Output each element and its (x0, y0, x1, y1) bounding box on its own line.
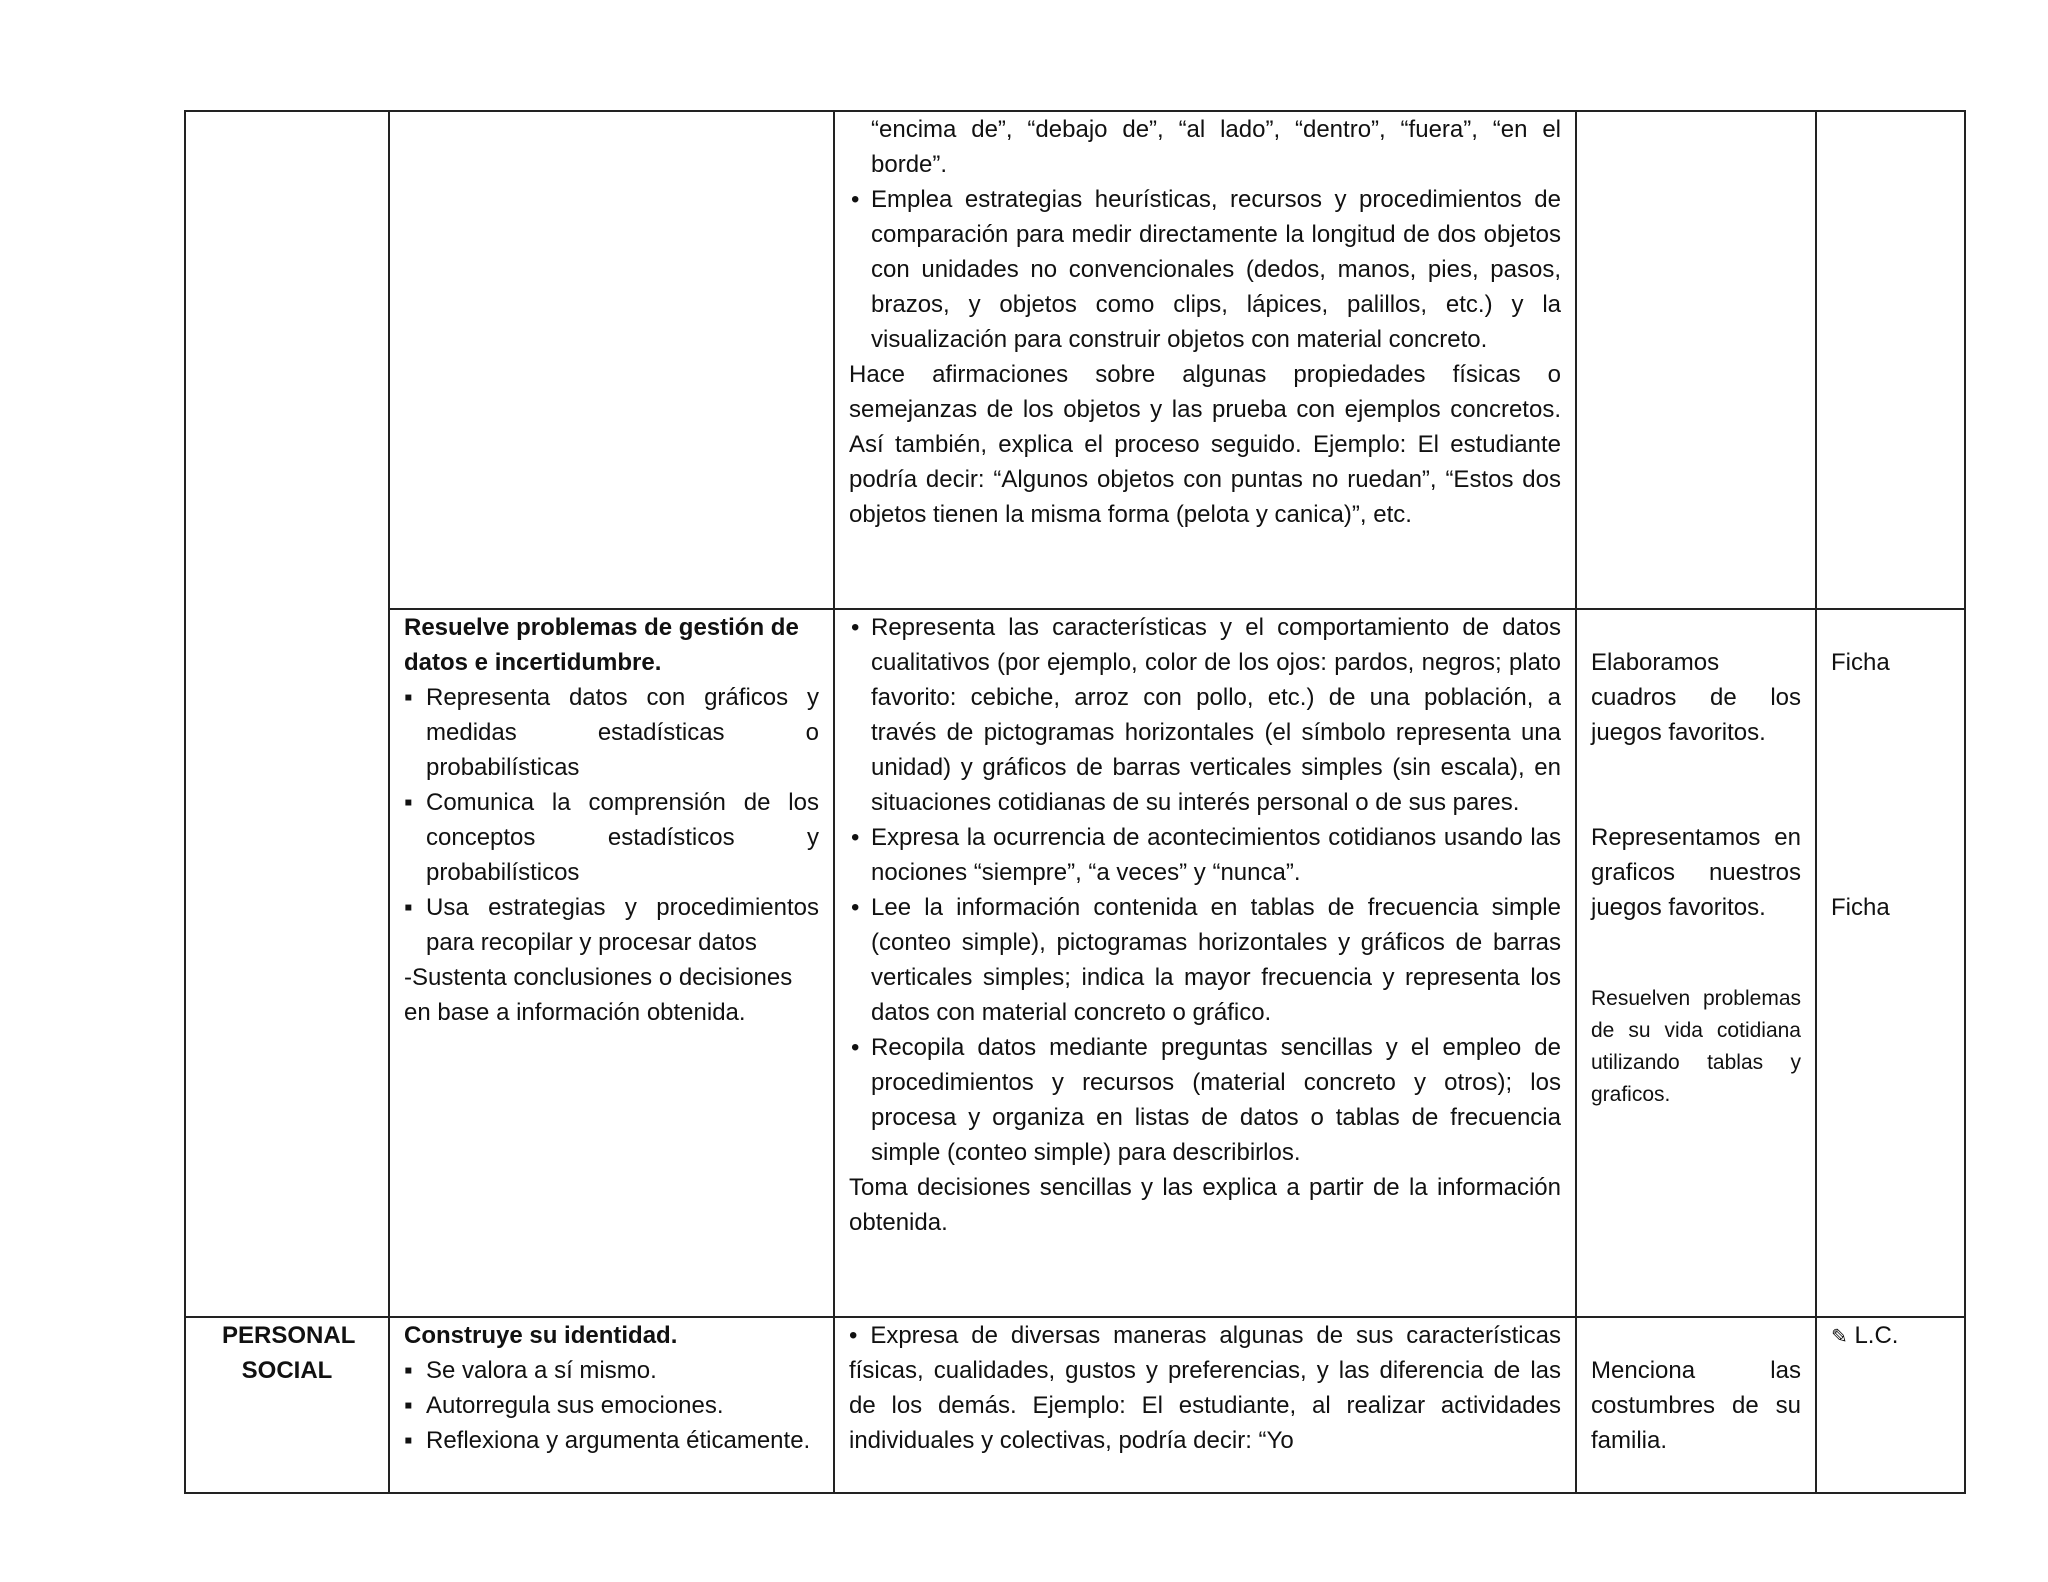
instrumentos-cell (1816, 111, 1965, 609)
desempeno-paragraph: • Expresa de diversas maneras algunas de sus características físicas, cualidades, gustos y preferencias, y las diferencia de las de los demás. Ejemplo: El estudiante, al realizar actividades individuales y colectivas, podría decir: “Yo (849, 1322, 1561, 1454)
actividades-cell (1576, 111, 1816, 609)
desempeno-paragraph: Hace afirmaciones sobre algunas propiedades físicas o semejanzas de los objetos y las prueba con ejemplos concretos. Así también, explica el proceso seguido. Ejemplo: El estudiante podría decir: “Algunos objetos con puntas no ruedan”, “Estos dos objetos tienen la misma forma (pelota y canica)”, etc. (849, 361, 1561, 528)
list-item: “encima de”, “debajo de”, “al lado”, “dentro”, “fuera”, “en el borde”. (871, 116, 1561, 178)
actividad-item: Menciona las costumbres de su familia. (1591, 1357, 1801, 1454)
list-item: • Emplea estrategias heurísticas, recursos y procedimientos de comparación para medir directamente la longitud de dos objetos con unidades no convencionales (dedos, manos, pies, pasos, brazos, y objetos como clips, lápices, palillos, etc.) y la visualización para construir objetos con material concreto. (849, 182, 1561, 357)
capacidades-list (404, 1353, 819, 1458)
instrumento-item: Ficha (1831, 649, 1890, 676)
table-row (185, 609, 1965, 1317)
area-cell (185, 1317, 389, 1493)
competencia-title: Resuelve problemas de gestión de datos e incertidumbre. (404, 614, 799, 676)
list-item: • Lee la información contenida en tablas de frecuencia simple (conteo simple), pictogramas horizontales y gráficos de barras verticales simples; indica la mayor frecuencia y representa los datos con material concreto o gráfico. (849, 890, 1561, 1030)
planning-table (184, 110, 1966, 1494)
area-title: PERSONAL SOCIAL (222, 1322, 356, 1384)
list-item: ▪ Reflexiona y argumenta éticamente. (404, 1423, 819, 1458)
capacidades-list (404, 680, 819, 960)
actividad-item: Representamos en graficos nuestros juegos favoritos. (1591, 824, 1801, 921)
list-item: • Expresa la ocurrencia de acontecimientos cotidianos usando las nociones “siempre”, “a veces” y “nunca”. (849, 820, 1561, 890)
area-cell (185, 111, 389, 1317)
desempenos-cell (834, 609, 1576, 1317)
competencia-cell (389, 111, 834, 609)
competencia-title: Construye su identidad. (404, 1322, 678, 1349)
table-row (185, 1317, 1965, 1493)
instrumentos-cell (1816, 1317, 1965, 1493)
actividad-item: Resuelven problemas de su vida cotidiana utilizando tablas y graficos. (1591, 987, 1801, 1106)
desempenos-list (849, 610, 1561, 1170)
competencia-cell (389, 1317, 834, 1493)
desempeno-paragraph: Toma decisiones sencillas y las explica a partir de la información obtenida. (849, 1174, 1561, 1236)
actividades-cell (1576, 1317, 1816, 1493)
instrumentos-cell (1816, 609, 1965, 1317)
competencia-extra: -Sustenta conclusiones o decisiones en base a información obtenida. (404, 964, 793, 1026)
table-row (185, 111, 1965, 609)
competencia-cell (389, 609, 834, 1317)
list-item: ▪ Autorregula sus emociones. (404, 1388, 819, 1423)
instrumento-item: Ficha (1831, 894, 1890, 921)
desempenos-cell (834, 1317, 1576, 1493)
list-item: ▪ Representa datos con gráficos y medidas estadísticas o probabilísticas (404, 680, 819, 785)
desempenos-cell (834, 111, 1576, 609)
list-item: ▪ Usa estrategias y procedimientos para recopilar y procesar datos (404, 890, 819, 960)
actividades-cell (1576, 609, 1816, 1317)
instrumento-item: L.C. (1854, 1322, 1899, 1349)
list-item: • Representa las características y el comportamiento de datos cualitativos (por ejemplo, color de los ojos: pardos, negros; plato favorito: cebiche, arroz con pollo, etc.) de una población, a través de pictogramas horizontales (el símbolo representa una unidad) y gráficos de barras verticales simples (sin escala), en situaciones cotidianas de su interés personal o de sus pares. (849, 610, 1561, 820)
list-item: ▪ Comunica la comprensión de los conceptos estadísticos y probabilísticos (404, 785, 819, 890)
desempenos-list (849, 112, 1561, 357)
list-item: • Recopila datos mediante preguntas sencillas y el empleo de procedimientos y recursos (material concreto y otros); los procesa y organiza en listas de datos o tablas de frecuencia simple (conteo simple) para describirlos. (849, 1030, 1561, 1170)
list-item: ▪ Se valora a sí mismo. (404, 1353, 819, 1388)
pencil-icon: ✎ (1831, 1326, 1848, 1348)
actividad-item: Elaboramos cuadros de los juegos favoritos. (1591, 649, 1801, 746)
